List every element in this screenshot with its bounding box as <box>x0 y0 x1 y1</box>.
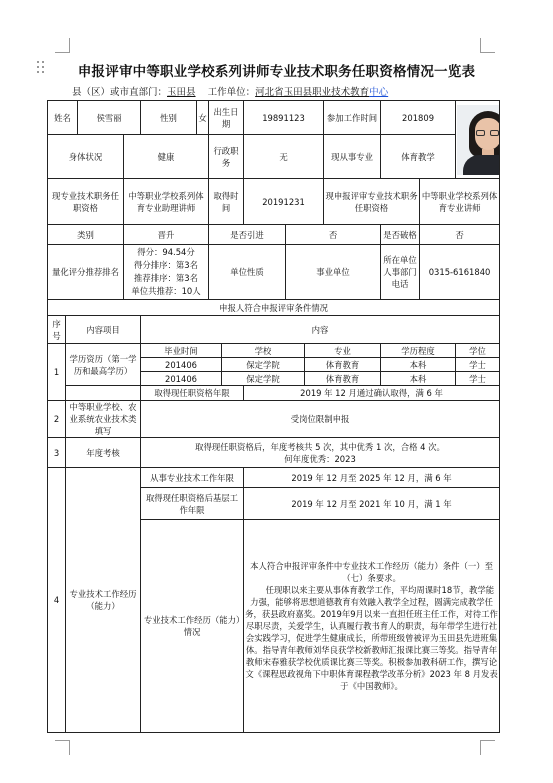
exception-label: 是否破格 <box>381 225 420 245</box>
seq-header: 序号 <box>48 316 66 344</box>
score-line: 单位共推荐：10人 <box>131 286 201 296</box>
current-title-label: 现专业技术职务任职资格 <box>48 179 124 225</box>
edu-cell: 学士 <box>456 358 500 372</box>
exception-value: 否 <box>420 225 500 245</box>
edu-cell: 本科 <box>381 372 456 386</box>
photo-cell <box>456 101 500 179</box>
score-line: 推荐排序：第3名 <box>134 273 198 283</box>
seq-3: 3 <box>48 438 66 468</box>
work-start-value: 201809 <box>381 101 456 135</box>
edu-cell: 201406 <box>141 372 222 386</box>
page-corner-mark <box>55 740 70 755</box>
county-value: 玉田县 <box>167 87 196 98</box>
score-line: 得分：94.54分 <box>137 247 195 257</box>
edu-cell: 体育教育 <box>305 372 381 386</box>
seq-1: 1 <box>48 344 66 401</box>
county-label: 县（区）或市直部门： <box>72 87 168 98</box>
edu-label: 学历资历（第一学历和最高学历） <box>66 344 141 386</box>
header-info-line <box>72 84 388 98</box>
health-label: 身体状况 <box>48 135 124 179</box>
phone-label: 所在单位人事部门电话 <box>381 245 420 300</box>
edu-cell: 201406 <box>141 358 222 372</box>
qualification-table <box>47 100 500 733</box>
transfer-value: 否 <box>286 225 381 245</box>
name-label: 姓名 <box>48 101 78 135</box>
annual-line: 取得现任职资格后，年度考核共 5 次，其中优秀 1 次，合格 4 次。 <box>195 441 445 452</box>
work-years-label: 从事专业技术工作年限 <box>141 468 244 488</box>
unit-nature-value: 事业单位 <box>286 245 381 300</box>
unit-label: 工作单位： <box>207 87 256 98</box>
edu-header-date: 毕业时间 <box>141 344 222 358</box>
item-header: 内容项目 <box>66 316 141 344</box>
obtain-date-label: 取得时间 <box>209 179 244 225</box>
applicant-photo <box>457 105 500 175</box>
situation-text: 本人符合申报评审条件中专业技术工作经历（能力）条件（一）至（七）条要求。 任现职以来主要从事体育教学工作，平均周课时18节，教学能力强，能够将思想道德教育有效融入教学全过程，圆满完成教学任务，获县政府嘉奖。2019年9月以来一直担任班主任工作，对待工作尽职尽责，关爱学生，认真履行教书育人的职责，每年带学生进行社会实践学习，促进学生健康成长，所带班级曾被评为玉田县先进班集体。指导青年教师刘华良获学校新教师汇报课比赛三等奖。指导青年教师宋春雅获学校优质课比赛三等奖。积极参加教科研工作，撰写论文《课程思政视角下中职体育课程教学改革分析》2023 年 8 月发表于《中国教师》。 <box>244 520 500 733</box>
birth-label: 出生日期 <box>209 101 244 135</box>
edu-cell: 体育教育 <box>305 358 381 372</box>
admin-label: 行政职务 <box>209 135 244 179</box>
transfer-label: 是否引进 <box>209 225 286 245</box>
unit-value: 河北省玉田县职业技术教育 <box>255 87 370 98</box>
major-value: 体育教学 <box>381 135 456 179</box>
qual-years-label: 取得现任职资格年限 <box>141 386 244 401</box>
content-header: 内容 <box>141 316 500 344</box>
page-title: 申报评审中等职业学校系列讲师专业技术职务任职资格情况一览表 <box>77 64 476 80</box>
birth-value: 19891123 <box>244 101 324 135</box>
edu-header-major: 专业 <box>305 344 381 358</box>
category-value: 晋升 <box>124 225 209 245</box>
qual-years-value: 2019 年 12 月通过确认取得，满 6 年 <box>244 386 500 401</box>
edu-header-level: 学历程度 <box>381 344 456 358</box>
post-label: 中等职业学校、农业系统农业技术类填写 <box>66 401 141 438</box>
apply-title-value: 中等职业学校系列体育专业讲师 <box>420 179 500 225</box>
experience-label: 专业技术工作经历（能力） <box>66 468 141 733</box>
name-value: 侯雪丽 <box>78 101 141 135</box>
major-label: 现从事专业 <box>324 135 381 179</box>
current-title-value: 中等职业学校系列体育专业助理讲师 <box>124 179 209 225</box>
unit-value-highlight: 中心 <box>369 87 389 98</box>
annual-value <box>141 438 500 468</box>
apply-title-label: 现申报评审专业技术职务任职资格 <box>324 179 420 225</box>
page-corner-mark <box>480 38 495 53</box>
post-value: 受岗位限制申报 <box>141 401 500 438</box>
annual-label: 年度考核 <box>66 438 141 468</box>
score-detail <box>124 245 209 300</box>
seq-2: 2 <box>48 401 66 438</box>
edu-cell: 保定学院 <box>222 358 305 372</box>
edu-cell: 学士 <box>456 372 500 386</box>
category-label: 类别 <box>48 225 124 245</box>
grassroots-years-label: 取得现任职资格后基层工作年限 <box>141 488 244 520</box>
edu-header-school: 学校 <box>222 344 305 358</box>
edu-header-degree: 学位 <box>456 344 500 358</box>
edu-cell: 本科 <box>381 358 456 372</box>
edu-cell: 保定学院 <box>222 372 305 386</box>
unit-nature-label: 单位性质 <box>209 245 286 300</box>
page-corner-mark <box>55 38 70 53</box>
health-value: 健康 <box>124 135 209 179</box>
work-years-value: 2019 年 12 月至 2025 年 12 月，满 6 年 <box>244 468 500 488</box>
admin-value: 无 <box>244 135 324 179</box>
page-corner-mark <box>480 740 495 755</box>
situation-label: 专业技术工作经历（能力）情况 <box>141 520 244 733</box>
edu-spacer <box>66 386 141 401</box>
gender-label: 性别 <box>141 101 197 135</box>
score-line: 得分排序：第3名 <box>134 260 198 270</box>
phone-value: 0315-6161840 <box>420 245 500 300</box>
score-label: 量化评分推荐排名 <box>48 245 124 300</box>
obtain-date-value: 20191231 <box>244 179 324 225</box>
seq-4: 4 <box>48 468 66 733</box>
section-title: 申报人符合申报评审条件情况 <box>48 300 500 316</box>
annual-line: 何年度优秀：2023 <box>284 453 356 464</box>
gender-value: 女 <box>197 101 209 135</box>
grassroots-years-value: 2019 年 12 月至 2021 年 10 月，满 1 年 <box>244 488 500 520</box>
work-start-label: 参加工作时间 <box>324 101 381 135</box>
